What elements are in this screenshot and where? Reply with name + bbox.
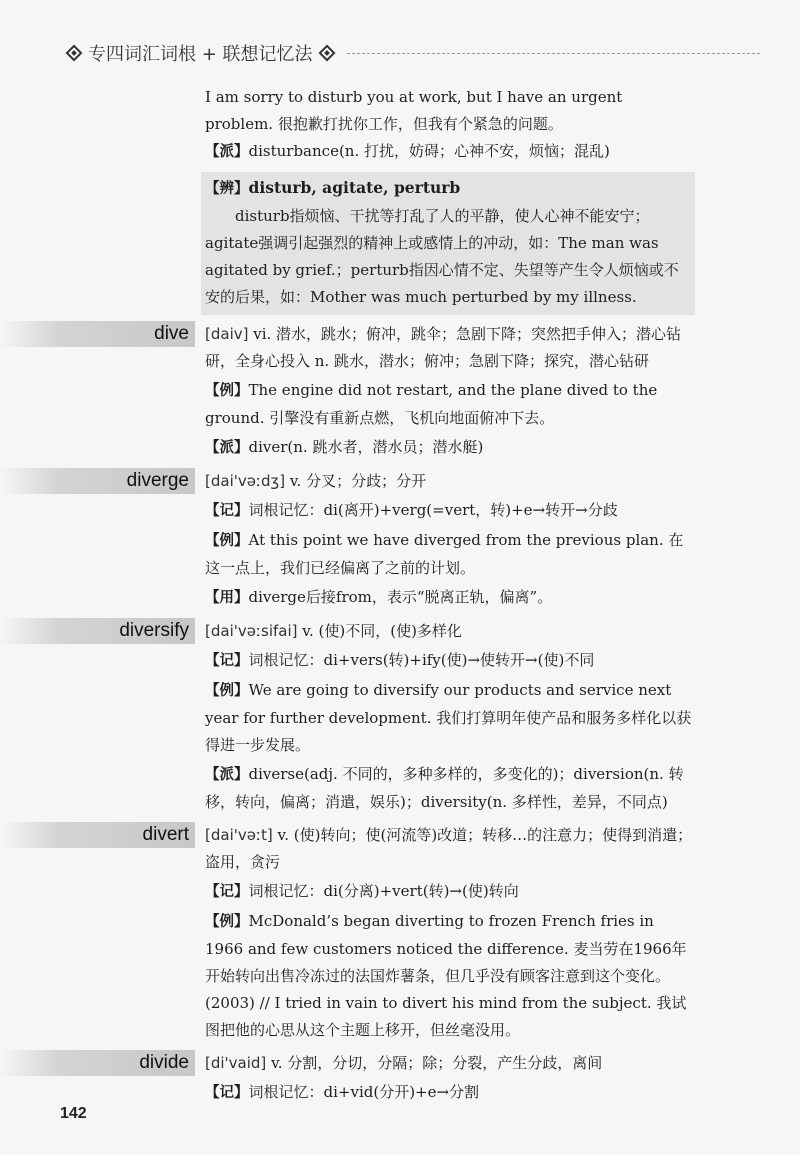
diamond-icon [66, 45, 83, 62]
pronunciation: [daiv] [205, 325, 249, 343]
section-text: At this point we have diverged from the previous plan. 在这一点上，我们已经偏离了之前的计划。 [205, 531, 684, 577]
section-text: We are going to diversify our products and service next year for further development. 我们打算明年使产品和服务多样化以获得进一步发展。 [205, 681, 692, 754]
entry-dive [154, 321, 695, 462]
section-tag: 【例】 [205, 533, 249, 549]
pronunciation: [dai'vəːdʒ] [205, 472, 286, 490]
entry-divide [139, 1050, 695, 1107]
pai-tag: 【派】 [205, 144, 249, 160]
section-text: diverge后接from，表示“脱离正轨，偏离”。 [248, 588, 553, 606]
section-tag: 【例】 [205, 383, 249, 399]
section-text: 词根记忆：di(分离)+vert(转)→(使)转向 [248, 882, 519, 900]
header-rule [347, 53, 760, 54]
entry-list [119, 321, 695, 1107]
intro-pai: disturbance(n. 打扰，妨碍；心神不安，烦恼；混乱) [248, 142, 610, 160]
header-title: 专四词汇词根 + 联想记忆法 [88, 44, 313, 65]
bian-text: disturb指烦恼、干扰等打乱了人的平静，使人心神不能安宁；agitate强调引起强烈的精神上或感情上的冲动，如：The man was agitated by grief.；perturb指因心情不定、失望等产生令人烦恼或不安的后果，如：Mother was much perturbed by my illness. [205, 207, 679, 306]
bian-tag: 【辨】 [205, 181, 249, 197]
section-tag: 【例】 [205, 914, 249, 930]
section-text: 词根记忆：di+vers(转)+ify(使)→使转开→(使)不同 [248, 651, 595, 669]
intro-example: I am sorry to disturb you at work, but I have an urgent problem. 很抱歉打扰你工作，但我有个紧急的问题。 [205, 88, 623, 133]
section-text: 词根记忆：di+vid(分开)+e→分割 [248, 1083, 480, 1101]
section-text: The engine did not restart, and the plane dived to the ground. 引擎没有重新点燃，飞机向地面俯冲下去。 [205, 381, 658, 427]
definition: v. 分叉；分歧；分开 [289, 472, 427, 490]
page-number: 142 [60, 1105, 87, 1122]
definition: v. (使)不同，(使)多样化 [302, 622, 462, 640]
section-tag: 【例】 [205, 683, 249, 699]
pronunciation: [dai'vəːt] [205, 826, 273, 844]
section-tag: 【记】 [205, 884, 249, 900]
definition: vi. 潜水，跳水；俯冲，跳伞；急剧下降；突然把手伸入；潜心钻研，全身心投入 n. 跳水，潜水；俯冲；急剧下降；探究，潜心钻研 [205, 325, 682, 370]
definition: v. (使)转向；使(河流等)改道；转移…的注意力；使得到消遣；盗用，贪污 [205, 826, 693, 871]
entry-diverge [126, 468, 695, 612]
section-tag: 【记】 [205, 653, 249, 669]
headword: dive [0, 321, 195, 347]
pronunciation: [dai'vəːsifai] [205, 622, 298, 640]
bian-box [201, 172, 695, 315]
entry-diversify [119, 618, 695, 816]
headword: diverge [0, 468, 195, 494]
section-text: 词根记忆：di(离开)+verg(=vert，转)+e→转开→分歧 [248, 501, 618, 519]
headword: diversify [0, 618, 195, 644]
bian-head: disturb, agitate, perturb [248, 178, 461, 197]
section-text: diverse(adj. 不同的，多种多样的，多变化的)；diversion(n. 转移，转向，偏离；消遣，娱乐)；diversity(n. 多样性，差异，不同点) [205, 765, 684, 811]
section-tag: 【派】 [205, 767, 249, 783]
pronunciation: [di'vaid] [205, 1054, 267, 1072]
section-tag: 【记】 [205, 503, 249, 519]
section-tag: 【派】 [205, 440, 249, 456]
definition: v. 分割，分切，分隔；除；分裂，产生分歧，离间 [271, 1054, 603, 1072]
section-text: McDonald’s began diverting to frozen French fries in 1966 and few customers noticed the difference. 麦当劳在1966年开始转向出售冷冻过的法国炸薯条，但几乎没有顾客注意到这个变化。(2003) // I tried in vain to divert his mind from the subject. 我试图把他的心思从这个主题上移开，但丝毫没用。 [205, 912, 687, 1039]
dictionary-content [119, 84, 695, 1107]
headword: divert [0, 822, 195, 848]
section-tag: 【用】 [205, 590, 249, 606]
section-text: diver(n. 跳水者，潜水员；潜水艇) [248, 438, 484, 456]
headword: divide [0, 1050, 195, 1076]
diamond-icon [318, 45, 335, 62]
entry-divert [142, 822, 695, 1044]
page-header [60, 38, 760, 68]
section-tag: 【记】 [205, 1085, 249, 1101]
